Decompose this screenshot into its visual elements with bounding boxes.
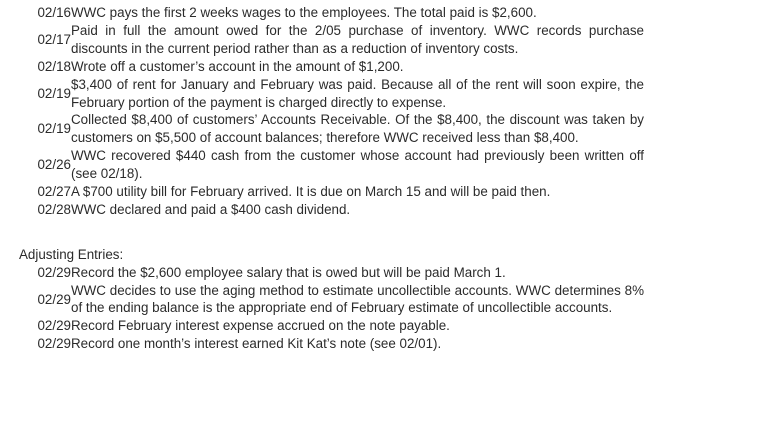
transaction-description: Paid in full the amount owed for the 2/05 purchase of inventory. WWC records purchase discounts in the current period rather than as a reduction of inventory costs. (71, 22, 644, 56)
transaction-date: 02/26 (37, 157, 71, 173)
adjusting-entry-date: 02/29 (37, 264, 71, 280)
transaction-row (19, 201, 644, 219)
adjusting-entry-row (19, 282, 644, 318)
transaction-date: 02/17 (37, 31, 71, 47)
transaction-description: WWC pays the first 2 weeks wages to the employees. The total paid is $2,600. (71, 5, 537, 20)
adjusting-entry-date: 02/29 (37, 336, 71, 352)
transaction-row (19, 183, 644, 201)
transaction-date: 02/27 (37, 184, 71, 200)
adjusting-entry-row (19, 264, 644, 282)
transaction-description: Wrote off a customer’s account in the amount of $1,200. (71, 58, 404, 74)
transaction-date: 02/19 (37, 121, 71, 137)
adjusting-entry-row (19, 317, 644, 335)
transaction-date: 02/19 (37, 85, 71, 101)
spacer (19, 219, 644, 237)
adjusting-entry-description: Record one month’s interest earned Kit Kat’s note (see 02/01). (71, 336, 442, 352)
adjusting-entry-date: 02/29 (37, 291, 71, 307)
adjusting-entry-description: Record the $2,600 employee salary that is owed but will be paid March 1. (71, 264, 506, 280)
transaction-row (19, 4, 644, 22)
transaction-row (19, 111, 644, 147)
transaction-row (19, 76, 644, 112)
adjusting-entry-description: WWC decides to use the aging method to estimate uncollectible accounts. WWC determines 8% of the ending balance is the appropriate end of February estimate of uncollectible accounts. (71, 282, 644, 316)
transaction-description: A $700 utility bill for February arrived. It is due on March 15 and will be paid then. (71, 184, 551, 200)
adjusting-entry-date: 02/29 (37, 318, 71, 334)
transaction-description: WWC declared and paid a $400 cash dividend. (71, 201, 351, 217)
transaction-row (19, 147, 644, 183)
transaction-date: 02/16 (37, 5, 71, 20)
transaction-row (19, 58, 644, 76)
transaction-date: 02/18 (37, 58, 71, 74)
transaction-description: WWC recovered $440 cash from the customer whose account had previously been written off (see 02/18). (71, 148, 644, 182)
adjusting-entries-heading: Adjusting Entries: (19, 246, 124, 262)
transaction-date: 02/28 (37, 201, 71, 217)
document-body (19, 4, 644, 353)
adjusting-entry-description: Record February interest expense accrued on the note payable. (71, 318, 450, 334)
transaction-description: $3,400 of rent for January and February was paid. Because all of the rent will soon expire, the February portion of the payment is charged directly to expense. (71, 76, 644, 110)
adjusting-entry-row (19, 335, 644, 353)
transaction-description: Collected $8,400 of customers’ Accounts Receivable. Of the $8,400, the discount was taken by customers on $5,500 of account balances; therefore WWC received less than $8,400. (71, 112, 644, 146)
transaction-row (19, 22, 644, 58)
